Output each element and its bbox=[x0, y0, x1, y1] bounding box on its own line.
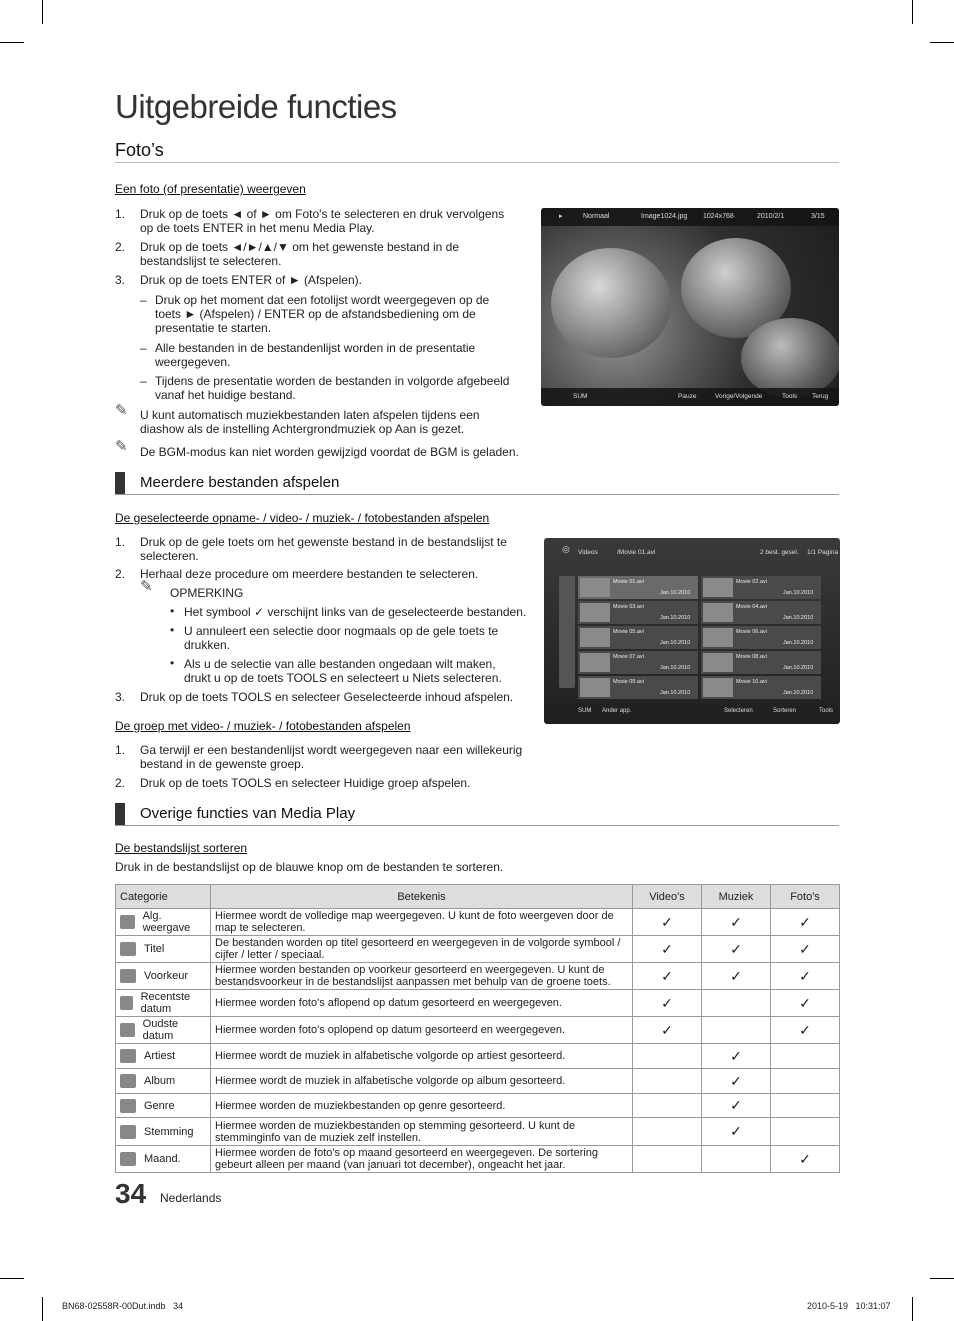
pause-button[interactable]: Pauze bbox=[678, 393, 697, 400]
device-label: SUM bbox=[578, 708, 592, 714]
footer-language: Nederlands bbox=[160, 1191, 222, 1205]
photos-check bbox=[771, 1044, 840, 1069]
videos-check bbox=[633, 1118, 702, 1146]
photo-count: 3/15 bbox=[811, 213, 825, 220]
meaning-cell: Hiermee worden foto's aflopend op datum gesorteerd en weergegeven. bbox=[211, 990, 633, 1017]
bullet-dot: • bbox=[170, 604, 175, 618]
video-list-item[interactable] bbox=[578, 576, 698, 599]
photo-date: 2010/2/1 bbox=[757, 213, 785, 220]
category-label: Recentste datum bbox=[140, 991, 191, 1015]
video-name: Movie 06.avi bbox=[736, 629, 767, 635]
video-list-item[interactable] bbox=[578, 651, 698, 674]
video-list-item[interactable] bbox=[578, 601, 698, 624]
col-photos: Foto's bbox=[771, 885, 840, 909]
note-pencil-icon: ✎ bbox=[140, 578, 153, 595]
crop-mark bbox=[912, 0, 913, 24]
video-list-item[interactable] bbox=[701, 651, 821, 674]
video-date: Jan.10.2010 bbox=[660, 665, 691, 671]
view-mode: Normaal bbox=[583, 213, 610, 220]
table-row bbox=[116, 909, 840, 936]
note-pencil-icon: ✎ bbox=[115, 402, 128, 419]
sort-category-icon bbox=[120, 1049, 136, 1063]
bullet-line: Alle bestanden in de bestandenlijst worden in de presentatie bbox=[155, 341, 476, 355]
crop-mark bbox=[912, 1297, 913, 1321]
page-number: 34 bbox=[115, 1178, 147, 1209]
video-thumbnail bbox=[580, 603, 610, 622]
player-top-bar bbox=[541, 208, 839, 226]
table-row bbox=[116, 1017, 840, 1044]
print-file-info: BN68-02558R-00Dut.indb 34 bbox=[62, 1301, 184, 1311]
col-category: Categorie bbox=[116, 885, 211, 909]
sidebar-icons bbox=[559, 576, 575, 688]
sort-button[interactable]: Sorteren bbox=[773, 708, 797, 714]
table-row bbox=[116, 1069, 840, 1094]
step-text bbox=[140, 207, 530, 235]
col-music: Muziek bbox=[702, 885, 771, 909]
note-label: OPMERKING bbox=[170, 586, 244, 600]
step-line: Ga terwijl er een bestandenlijst wordt weergegeven naar een willekeurig bbox=[140, 743, 523, 757]
video-date: Jan.10.2010 bbox=[783, 690, 814, 696]
bullet-line: drukt u op de toets TOOLS en selecteert u Niets selecteren. bbox=[184, 671, 502, 685]
table-row bbox=[116, 1118, 840, 1146]
category-cell bbox=[116, 990, 211, 1017]
video-date: Jan.10.2010 bbox=[660, 590, 691, 596]
category-cell bbox=[116, 1017, 211, 1044]
video-name: Movie 07.avi bbox=[613, 654, 644, 660]
photo-icon: ▸ bbox=[559, 213, 563, 220]
bullet-line: presentatie te starten. bbox=[155, 321, 272, 335]
video-name: Movie 09.avi bbox=[613, 679, 644, 685]
step-number: 3. bbox=[115, 273, 126, 287]
resolution: 1024x768 bbox=[703, 213, 734, 220]
crop-mark bbox=[930, 42, 954, 43]
sort-category-icon bbox=[120, 942, 136, 956]
photos-check bbox=[771, 1094, 840, 1118]
video-thumbnail bbox=[703, 603, 733, 622]
video-date: Jan.10.2010 bbox=[783, 590, 814, 596]
table-row bbox=[116, 1044, 840, 1069]
category-cell bbox=[116, 1094, 211, 1118]
video-list-item[interactable] bbox=[701, 676, 821, 699]
step-line: Druk op de toets ◄ of ► om Foto's te selecteren en druk vervolgens bbox=[140, 207, 505, 221]
film-icon: ◎ bbox=[562, 544, 570, 554]
category-cell bbox=[116, 936, 211, 963]
video-date: Jan.10.2010 bbox=[783, 615, 814, 621]
section-marker bbox=[115, 803, 125, 825]
sort-category-icon bbox=[120, 1099, 136, 1113]
step-text: Druk op de toets TOOLS en selecteer Geselecteerde inhoud afspelen. bbox=[140, 690, 514, 704]
video-name: Movie 02.avi bbox=[736, 579, 767, 585]
table-row bbox=[116, 936, 840, 963]
selected-count: 2 best. gesel. bbox=[760, 549, 799, 556]
video-list-screenshot bbox=[544, 538, 840, 724]
crop-mark bbox=[0, 42, 24, 43]
bullet-dash: – bbox=[140, 374, 147, 388]
crop-mark bbox=[0, 1278, 24, 1279]
video-thumbnail bbox=[703, 653, 733, 672]
sort-category-icon bbox=[120, 1125, 136, 1139]
step-line: Druk op de gele toets om het gewenste bestand in de bestandslijst te bbox=[140, 535, 507, 549]
apple-shape bbox=[551, 248, 671, 358]
note-text: De BGM-modus kan niet worden gewijzigd voordat de BGM is geladen. bbox=[140, 445, 519, 459]
table-row bbox=[116, 990, 840, 1017]
step-number: 2. bbox=[115, 567, 126, 581]
video-name: Movie 03.avi bbox=[613, 604, 644, 610]
videos-check: ✓ bbox=[633, 909, 702, 936]
other-app-button[interactable]: Ander app. bbox=[602, 708, 632, 714]
note-text bbox=[140, 408, 530, 436]
current-path: /Movie 01.avi bbox=[617, 549, 656, 556]
music-check: ✓ bbox=[702, 963, 771, 990]
bullet-text bbox=[184, 624, 544, 652]
category-label: Album bbox=[144, 1075, 176, 1087]
category-label: Titel bbox=[144, 943, 165, 955]
subsection-title: De groep met video- / muziek- / fotobestanden afspelen bbox=[115, 719, 411, 733]
video-header bbox=[544, 538, 840, 560]
step-line: Druk op de toets ◄/►/▲/▼ om het gewenste bestand in de bbox=[140, 240, 460, 254]
bullet-dot: • bbox=[170, 656, 175, 670]
crop-mark bbox=[42, 0, 43, 24]
meaning-cell: Hiermee worden foto's oplopend op datum gesorteerd en weergegeven. bbox=[211, 1017, 633, 1044]
sort-category-icon bbox=[120, 915, 135, 929]
video-grid bbox=[578, 576, 824, 698]
meaning-cell: De bestanden worden op titel gesorteerd en weergegeven in de volgorde symbool / cijfer / letter / speciaal. bbox=[211, 936, 633, 963]
category-label: Oudste datum bbox=[142, 1018, 179, 1042]
video-list-item[interactable] bbox=[701, 626, 821, 649]
file-name: Image1024.jpg bbox=[641, 213, 688, 220]
category-label: Genre bbox=[144, 1099, 175, 1112]
print-timestamp: 2010-5-19 10:31:07 bbox=[807, 1301, 891, 1311]
video-thumbnail bbox=[703, 678, 733, 697]
table-header-row bbox=[116, 885, 840, 909]
table-row bbox=[116, 1094, 840, 1118]
music-check: ✓ bbox=[702, 936, 771, 963]
video-date: Jan.10.2010 bbox=[783, 640, 814, 646]
apple-shape bbox=[741, 318, 839, 398]
tools-button[interactable]: Tools bbox=[782, 393, 798, 400]
category-label: Artiest bbox=[144, 1050, 176, 1062]
step-line: bestand in de gewenste groep. bbox=[140, 757, 305, 771]
meaning-cell: Hiermee worden de muziekbestanden op stemming gesorteerd. U kunt de stemminginfo van de muziek zelf instellen. bbox=[211, 1118, 633, 1146]
step-line: Druk op de toets ENTER of ► (Afspelen). bbox=[140, 273, 362, 287]
videos-check: ✓ bbox=[633, 990, 702, 1017]
video-thumbnail bbox=[703, 578, 733, 597]
videos-check bbox=[633, 1146, 702, 1173]
bullet-text bbox=[155, 293, 530, 335]
videos-check bbox=[633, 1069, 702, 1094]
photos-check bbox=[771, 1118, 840, 1146]
bullet-text bbox=[155, 341, 530, 369]
bullet-line: toets ► (Afspelen) / ENTER op de afstandsbediening om de bbox=[155, 307, 476, 321]
col-meaning: Betekenis bbox=[211, 885, 633, 909]
category-label: Stemming bbox=[144, 1125, 194, 1138]
crop-mark bbox=[930, 1278, 954, 1279]
step-line: bestandslijst te selecteren. bbox=[140, 254, 282, 268]
page-indicator: 1/1 Pagina bbox=[807, 549, 839, 556]
photos-check: ✓ bbox=[771, 1146, 840, 1173]
category-cell bbox=[116, 1044, 211, 1069]
meaning-cell: Hiermee worden de foto's op maand gesorteerd en weergegeven. De sortering gebeurt alleen per maand (van januari tot december), ongeacht het jaar. bbox=[211, 1146, 633, 1173]
col-videos: Video's bbox=[633, 885, 702, 909]
bullet-line: Tijdens de presentatie worden de bestanden in volgorde afgebeeld bbox=[155, 374, 510, 388]
category-label: Maand. bbox=[144, 1153, 181, 1165]
sort-category-icon bbox=[120, 969, 136, 983]
prev-next-button[interactable]: Vorige/Volgende bbox=[715, 393, 763, 400]
music-check bbox=[702, 990, 771, 1017]
meaning-cell: Hiermee worden de muziekbestanden op genre gesorteerd. bbox=[211, 1094, 633, 1118]
video-thumbnail bbox=[580, 628, 610, 647]
meaning-cell: Hiermee wordt de muziek in alfabetische volgorde op artiest gesorteerd. bbox=[211, 1044, 633, 1069]
player-bottom-bar bbox=[541, 388, 839, 406]
videos-check bbox=[633, 1044, 702, 1069]
step-text bbox=[140, 273, 530, 287]
video-list-item[interactable] bbox=[701, 576, 821, 599]
bullet-dash: – bbox=[140, 293, 147, 307]
video-name: Movie 08.avi bbox=[736, 654, 767, 660]
video-date: Jan.10.2010 bbox=[660, 615, 691, 621]
videos-check: ✓ bbox=[633, 1017, 702, 1044]
sort-category-icon bbox=[120, 1152, 136, 1166]
category-label: Alg. weergave bbox=[142, 910, 191, 934]
bullet-line: vanaf het huidige bestand. bbox=[155, 388, 296, 402]
step-text: Druk op de toets TOOLS en selecteer Huidige groep afspelen. bbox=[140, 776, 471, 790]
music-check: ✓ bbox=[702, 1118, 771, 1146]
step-text bbox=[140, 743, 540, 771]
step-number: 1. bbox=[115, 207, 126, 221]
bullet-line: drukken. bbox=[184, 638, 231, 652]
video-name: Movie 04.avi bbox=[736, 604, 767, 610]
bullet-dash: – bbox=[140, 341, 147, 355]
sort-category-icon bbox=[120, 996, 133, 1010]
category-cell bbox=[116, 909, 211, 936]
back-button[interactable]: Terug bbox=[812, 393, 829, 400]
step-number: 2. bbox=[115, 240, 126, 254]
meaning-cell: Hiermee worden bestanden op voorkeur gesorteerd en weergegeven. U kunt de bestandsvoorkeur in de bestandslijst aanpassen met behulp van de groene toets. bbox=[211, 963, 633, 990]
device-label: SUM bbox=[573, 393, 588, 400]
category-cell bbox=[116, 1146, 211, 1173]
subsection-title: Een foto (of presentatie) weergeven bbox=[115, 182, 306, 196]
step-number: 1. bbox=[115, 535, 126, 549]
photos-check bbox=[771, 1069, 840, 1094]
step-number: 2. bbox=[115, 776, 126, 790]
section-header bbox=[115, 472, 839, 495]
video-thumbnail bbox=[580, 678, 610, 697]
bullet-text bbox=[155, 374, 530, 402]
category-cell bbox=[116, 1118, 211, 1146]
video-bottom-bar bbox=[558, 706, 838, 718]
sort-table bbox=[115, 884, 840, 1173]
table-row bbox=[116, 963, 840, 990]
video-date: Jan.10.2010 bbox=[783, 665, 814, 671]
video-thumbnail bbox=[703, 628, 733, 647]
table-row bbox=[116, 1146, 840, 1173]
note-line: diashow als de instelling Achtergrondmuziek op Aan is gezet. bbox=[140, 422, 465, 436]
photos-check: ✓ bbox=[771, 1017, 840, 1044]
video-list-item[interactable] bbox=[578, 676, 698, 699]
section-title: Overige functies van Media Play bbox=[140, 805, 356, 822]
section-marker bbox=[115, 472, 125, 494]
intro-text: Druk in de bestandslijst op de blauwe knop om de bestanden te sorteren. bbox=[115, 860, 504, 874]
category-cell bbox=[116, 1069, 211, 1094]
category-label: Voorkeur bbox=[144, 970, 189, 982]
step-number: 1. bbox=[115, 743, 126, 757]
video-list-item[interactable] bbox=[578, 626, 698, 649]
music-check: ✓ bbox=[702, 1044, 771, 1069]
step-text bbox=[140, 240, 530, 268]
bullet-text: Het symbool ✓ verschijnt links van de geselecteerde bestanden. bbox=[184, 605, 527, 619]
step-line: op de toets ENTER in het menu Media Play. bbox=[140, 221, 375, 235]
photos-check: ✓ bbox=[771, 909, 840, 936]
photo-player-screenshot bbox=[541, 208, 839, 406]
category-cell bbox=[116, 963, 211, 990]
note-line: U kunt automatisch muziekbestanden laten afspelen tijdens een bbox=[140, 408, 480, 422]
video-thumbnail bbox=[580, 653, 610, 672]
video-thumbnail bbox=[580, 578, 610, 597]
step-number: 3. bbox=[115, 690, 126, 704]
video-date: Jan.10.2010 bbox=[660, 690, 691, 696]
video-name: Movie 05.avi bbox=[613, 629, 644, 635]
section-title: Meerdere bestanden afspelen bbox=[140, 474, 340, 491]
music-check: ✓ bbox=[702, 1094, 771, 1118]
music-check: ✓ bbox=[702, 1069, 771, 1094]
video-date: Jan.10.2010 bbox=[660, 640, 691, 646]
step-text bbox=[140, 535, 535, 563]
tools-button[interactable]: Tools bbox=[819, 708, 834, 714]
video-name: Movie 10.avi bbox=[736, 679, 767, 685]
videos-check bbox=[633, 1094, 702, 1118]
bullet-line: weergegeven. bbox=[155, 355, 231, 369]
section-header bbox=[115, 803, 839, 826]
meaning-cell: Hiermee wordt de muziek in alfabetische volgorde op album gesorteerd. bbox=[211, 1069, 633, 1094]
videos-check: ✓ bbox=[633, 963, 702, 990]
sort-category-icon bbox=[120, 1074, 136, 1088]
section-title-photos: Foto’s bbox=[115, 140, 164, 160]
photos-check: ✓ bbox=[771, 990, 840, 1017]
bullet-dot: • bbox=[170, 623, 175, 637]
music-check bbox=[702, 1146, 771, 1173]
subsection-title: De bestandslijst sorteren bbox=[115, 841, 248, 855]
photos-check: ✓ bbox=[771, 963, 840, 990]
sort-category-icon bbox=[120, 1023, 135, 1037]
videos-check: ✓ bbox=[633, 936, 702, 963]
bullet-line: Druk op het moment dat een fotolijst wordt weergegeven op de bbox=[155, 293, 490, 307]
crop-mark bbox=[42, 1297, 43, 1321]
subsection-title: De geselecteerde opname- / video- / muziek- / fotobestanden afspelen bbox=[115, 511, 490, 525]
music-check bbox=[702, 1017, 771, 1044]
music-check: ✓ bbox=[702, 909, 771, 936]
section-divider bbox=[115, 162, 839, 163]
step-text: Herhaal deze procedure om meerdere bestanden te selecteren. bbox=[140, 567, 479, 581]
bullet-line: U annuleert een selectie door nogmaals op de gele toets te bbox=[184, 624, 499, 638]
video-list-item[interactable] bbox=[701, 601, 821, 624]
video-name: Movie 01.avi bbox=[613, 579, 644, 585]
note-pencil-icon: ✎ bbox=[115, 438, 128, 455]
step-line: selecteren. bbox=[140, 549, 199, 563]
bullet-line: Als u de selectie van alle bestanden ongedaan wilt maken, bbox=[184, 657, 496, 671]
meaning-cell: Hiermee wordt de volledige map weergegeven. U kunt de foto weergeven door de map te selecteren. bbox=[211, 909, 633, 936]
select-button[interactable]: Selecteren bbox=[724, 708, 753, 714]
page-title: Uitgebreide functies bbox=[115, 88, 397, 125]
category-label: Videos bbox=[578, 549, 598, 556]
photos-check: ✓ bbox=[771, 936, 840, 963]
bullet-text bbox=[184, 657, 544, 685]
